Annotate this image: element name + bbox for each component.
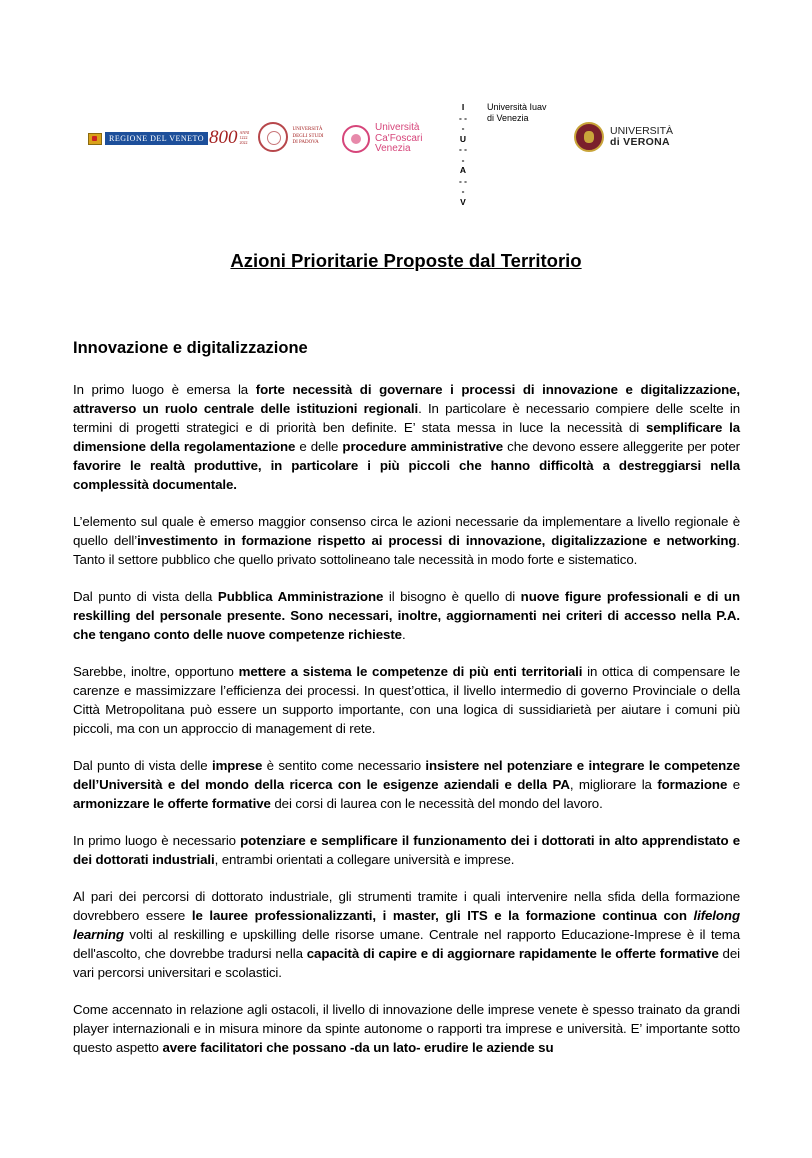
text-run: Come accennato in relazione agli ostacoli, il livello di innovazione delle imprese venete è spesso trainato da grandi player internazionali e in misura minore da spinte autonome o rapporti tra imprese e università. E’ importante sotto questo aspetto — [73, 1002, 740, 1055]
verona-line-2: di VERONA — [610, 136, 670, 148]
bold-text: potenziare e semplificare il funzionamento dei i dottorati in alto apprendistato e dei dottorati industriali — [73, 833, 740, 867]
iuav-letters: I - - - U - - - A - - - V — [458, 102, 468, 207]
text-run: dei vari percorsi universitari e scolastici. — [73, 946, 741, 980]
verona-name — [610, 126, 673, 148]
text-run: . Tanto il settore pubblico che quello privato sottolineano tale necessità in modo forte e sistematico. — [73, 533, 740, 567]
paragraph — [73, 756, 740, 813]
bold-text: imprese — [211, 758, 263, 773]
bold-text: armonizzare le offerte formative — [73, 796, 271, 811]
text-run: Al pari dei percorsi di dottorato industriale, gli strumenti tramite i quali intervenire nella sfida della formazione dovrebbero essere — [73, 889, 740, 923]
text-run: Dal punto di vista delle — [73, 758, 212, 773]
text-run: in ottica di compensare le carenze e massimizzare l’efficienza dei processi. In quest’ottica, il livello intermedio di governo Provinciale o della Città Metropolitana può essere un supporto importante, con una logica di sussidiarietà per aiutare i comuni più piccoli, ma con un approccio di management di rete. — [73, 664, 740, 736]
paragraph — [73, 587, 740, 644]
cafoscari-name: Università Ca'Foscari Venezia — [375, 122, 423, 154]
regione-veneto-logo — [88, 132, 208, 145]
bold-text: semplificare la dimensione della regolamentazione — [73, 420, 741, 454]
section-heading: Innovazione e digitalizzazione — [73, 339, 308, 357]
text-run: In primo luogo è emersa la — [73, 382, 256, 397]
text-run: L’elemento sul quale è emerso maggior consenso circa le azioni necessarie da implementare a livello regionale è quello dell’ — [73, 514, 740, 548]
padova-800-mark: 800 — [209, 126, 238, 148]
bold-text: formazione — [657, 777, 728, 792]
bold-text: nuove figure professionali e di un reskilling del personale presente. Sono necessari, inoltre, aggiornamenti nei criteri di accesso nella P.A. che tengano conto delle nuove competenze richieste — [73, 589, 740, 642]
bold-text: avere facilitatori che possano -da un lato- erudire le aziende su — [162, 1040, 554, 1055]
verona-logo — [574, 122, 673, 152]
bold-text: procedure amministrative — [342, 439, 504, 454]
bold-text: lifelong learning — [73, 908, 740, 942]
partner-logos — [0, 98, 812, 207]
text-run: Sarebbe, inoltre, opportuno — [73, 664, 239, 679]
text-run: , migliorare la — [569, 777, 658, 792]
text-run: e — [727, 777, 740, 792]
padova-anni-mark: ANNI 1222 2022 — [239, 129, 250, 145]
iuav-name: Università Iuav di Venezia — [487, 102, 547, 123]
padova-name: UNIVERSITÀ DEGLI STUDI DI PADOVA — [292, 127, 324, 146]
document-body — [73, 380, 740, 1075]
veneto-flag-icon — [88, 133, 102, 145]
paragraph — [73, 512, 740, 569]
paragraph — [73, 887, 740, 982]
text-run: dei corsi di laurea con le necessità del mondo del lavoro. — [270, 796, 603, 811]
verona-line-1: UNIVERSITÀ — [610, 125, 674, 137]
padova-logo — [209, 122, 329, 152]
text-run: , entrambi orientati a collegare università e imprese. — [214, 852, 515, 867]
regione-veneto-wordmark: REGIONE DEL VENETO — [105, 132, 208, 145]
text-run: che devono essere alleggerite per poter — [503, 439, 741, 454]
cafoscari-logo — [342, 123, 422, 155]
bold-text: mettere a sistema le competenze di più enti territoriali — [238, 664, 583, 679]
text-run: In primo luogo è necessario — [73, 833, 241, 848]
verona-seal-icon — [574, 122, 604, 152]
paragraph — [73, 831, 740, 869]
paragraph — [73, 380, 740, 494]
text-run: . In particolare è necessario compiere delle scelte in termini di progetti strategici e di priorità ben definite. E’ stata messa in luce la necessità di — [73, 401, 740, 435]
bold-text: investimento in formazione rispetto ai processi di innovazione, digitalizzazione e networking — [137, 533, 737, 548]
document-title: Azioni Prioritarie Proposte dal Territorio — [230, 250, 582, 271]
bold-text: capacità di capire e di aggiornare rapidamente le offerte formative — [306, 946, 719, 961]
text-run: e delle — [295, 439, 343, 454]
text-run: è sentito come necessario — [262, 758, 426, 773]
paragraph — [73, 1000, 740, 1057]
text-run: volti al reskilling e upskilling delle risorse umane. Centrale nel rapporto Educazione-Imprese è il tema dell'ascolto, che dovrebbe tradursi nella — [73, 927, 740, 961]
text-run: Dal punto di vista della — [73, 589, 218, 604]
bold-text: forte necessità di governare i processi di innovazione e digitalizzazione, attraverso un ruolo centrale delle istituzioni regionali — [73, 382, 741, 416]
bold-text: insistere nel potenziare e integrare le competenze dell’Università e del mondo della ricerca con le esigenze aziendali e della PA — [73, 758, 740, 792]
text-run: il bisogno è quello di — [383, 589, 521, 604]
paragraph — [73, 662, 740, 738]
bold-text: favorire le realtà produttive, in particolare i più piccoli che hanno difficoltà a destreggiarsi nella complessità documentale. — [73, 458, 740, 492]
bold-text: le lauree professionalizzanti, i master, gli ITS e la formazione continua con — [191, 908, 694, 923]
text-run: . — [401, 627, 406, 642]
padova-seal-icon — [258, 122, 288, 152]
cafoscari-seal-icon — [342, 125, 370, 153]
bold-text: Pubblica Amministrazione — [217, 589, 384, 604]
